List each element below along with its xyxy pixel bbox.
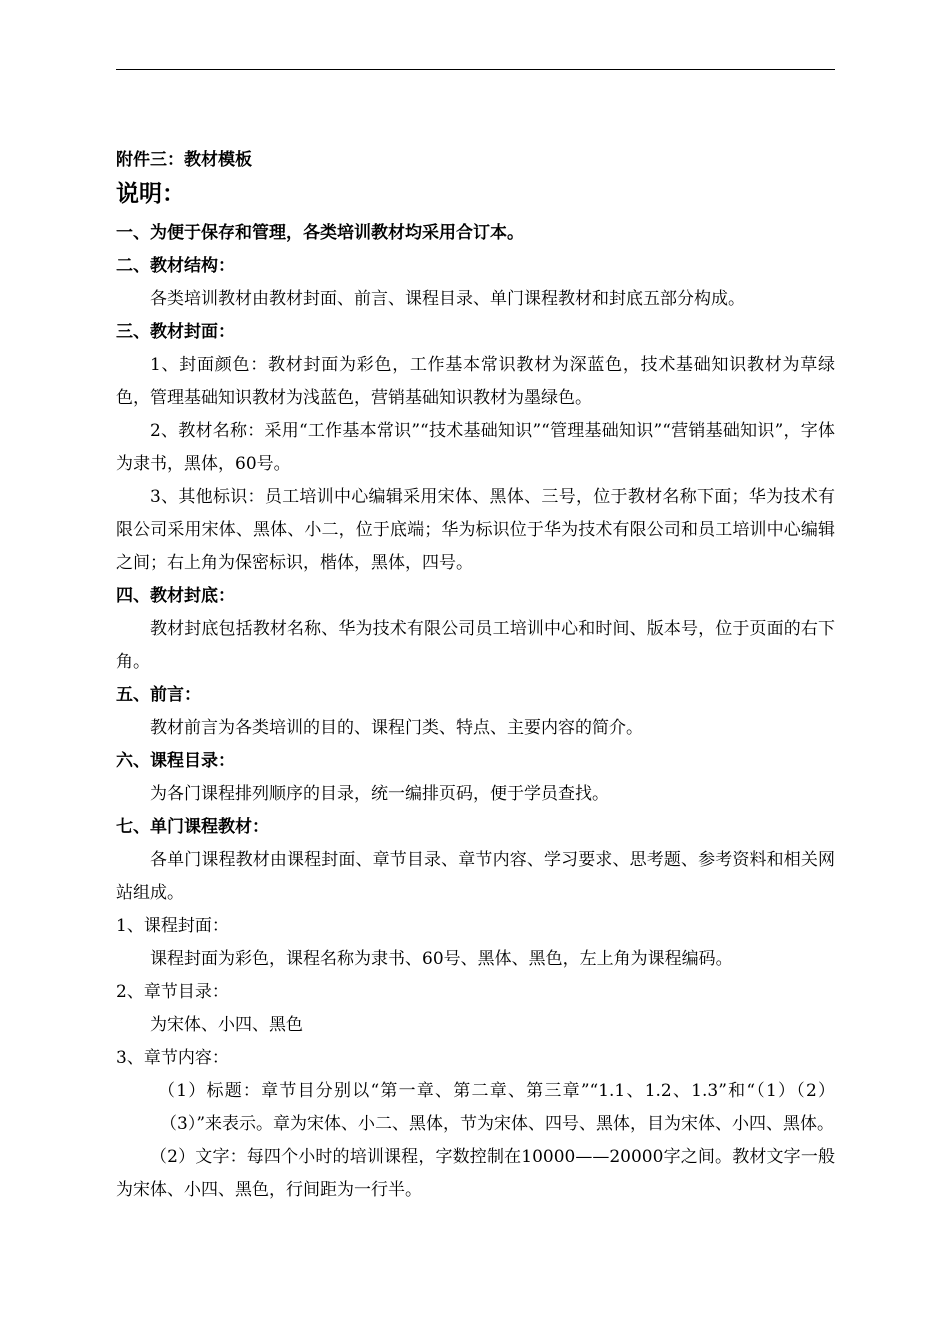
section-4-paragraph: 教材封底包括教材名称、华为技术有限公司员工培训中心和时间、版本号，位于页面的右下角。 — [116, 619, 835, 672]
section-3-paragraph-2: 2、教材名称：采用“工作基本常识”“技术基础知识”“管理基础知识”“营销基础知识”，字体为隶书，黑体，60号。 — [116, 421, 835, 474]
section-2-heading: 二、教材结构： — [116, 256, 235, 276]
item-1-label: 1、课程封面： — [116, 916, 229, 936]
section-2-paragraph: 各类培训教材由教材封面、前言、课程目录、单门课程教材和封底五部分构成。 — [150, 289, 745, 309]
item-2-paragraph: 为宋体、小四、黑色 — [150, 1015, 303, 1035]
item-3-subitem-1: （1）标题：章节目分别以“第一章、第二章、第三章”“1.1、1.2、1.3”和“（1）（2）（3）”来表示。章为宋体、小二、黑体，节为宋体、四号、黑体，目为宋体、小四、黑体。 — [158, 1081, 835, 1134]
section-6-paragraph: 为各门课程排列顺序的目录，统一编排页码，便于学员查找。 — [150, 784, 609, 804]
section-6-heading: 六、课程目录： — [116, 751, 235, 771]
section-4-heading: 四、教材封底： — [116, 586, 235, 606]
header-rule — [116, 69, 835, 70]
section-7-heading: 七、单门课程教材： — [116, 817, 269, 837]
document-body — [116, 147, 835, 1207]
section-7-paragraph: 各单门课程教材由课程封面、章节目录、章节内容、学习要求、思考题、参考资料和相关网站组成。 — [116, 850, 835, 903]
page-title: 说明： — [116, 180, 185, 207]
section-3-heading: 三、教材封面： — [116, 322, 235, 342]
item-3-subitem-2: （2）文字：每四个小时的培训课程，字数控制在10000——20000字之间。教材文字一般为宋体、小四、黑色，行间距为一行半。 — [116, 1147, 835, 1200]
section-3-paragraph-3: 3、其他标识：员工培训中心编辑采用宋体、黑体、三号，位于教材名称下面；华为技术有限公司采用宋体、黑体、小二，位于底端；华为标识位于华为技术有限公司和员工培训中心编辑之间；右上角为保密标识，楷体，黑体，四号。 — [116, 487, 835, 573]
section-5-heading: 五、前言： — [116, 685, 201, 705]
section-1-heading: 一、为便于保存和管理，各类培训教材均采用合订本。 — [116, 223, 524, 243]
attachment-label: 附件三：教材模板 — [116, 150, 252, 170]
item-2-label: 2、章节目录： — [116, 982, 229, 1002]
item-1-paragraph: 课程封面为彩色，课程名称为隶书、60号、黑体、黑色，左上角为课程编码。 — [150, 949, 733, 969]
item-3-label: 3、章节内容： — [116, 1048, 229, 1068]
section-5-paragraph: 教材前言为各类培训的目的、课程门类、特点、主要内容的简介。 — [150, 718, 643, 738]
section-3-paragraph-1: 1、封面颜色：教材封面为彩色，工作基本常识教材为深蓝色，技术基础知识教材为草绿色，管理基础知识教材为浅蓝色，营销基础知识教材为墨绿色。 — [116, 355, 835, 408]
